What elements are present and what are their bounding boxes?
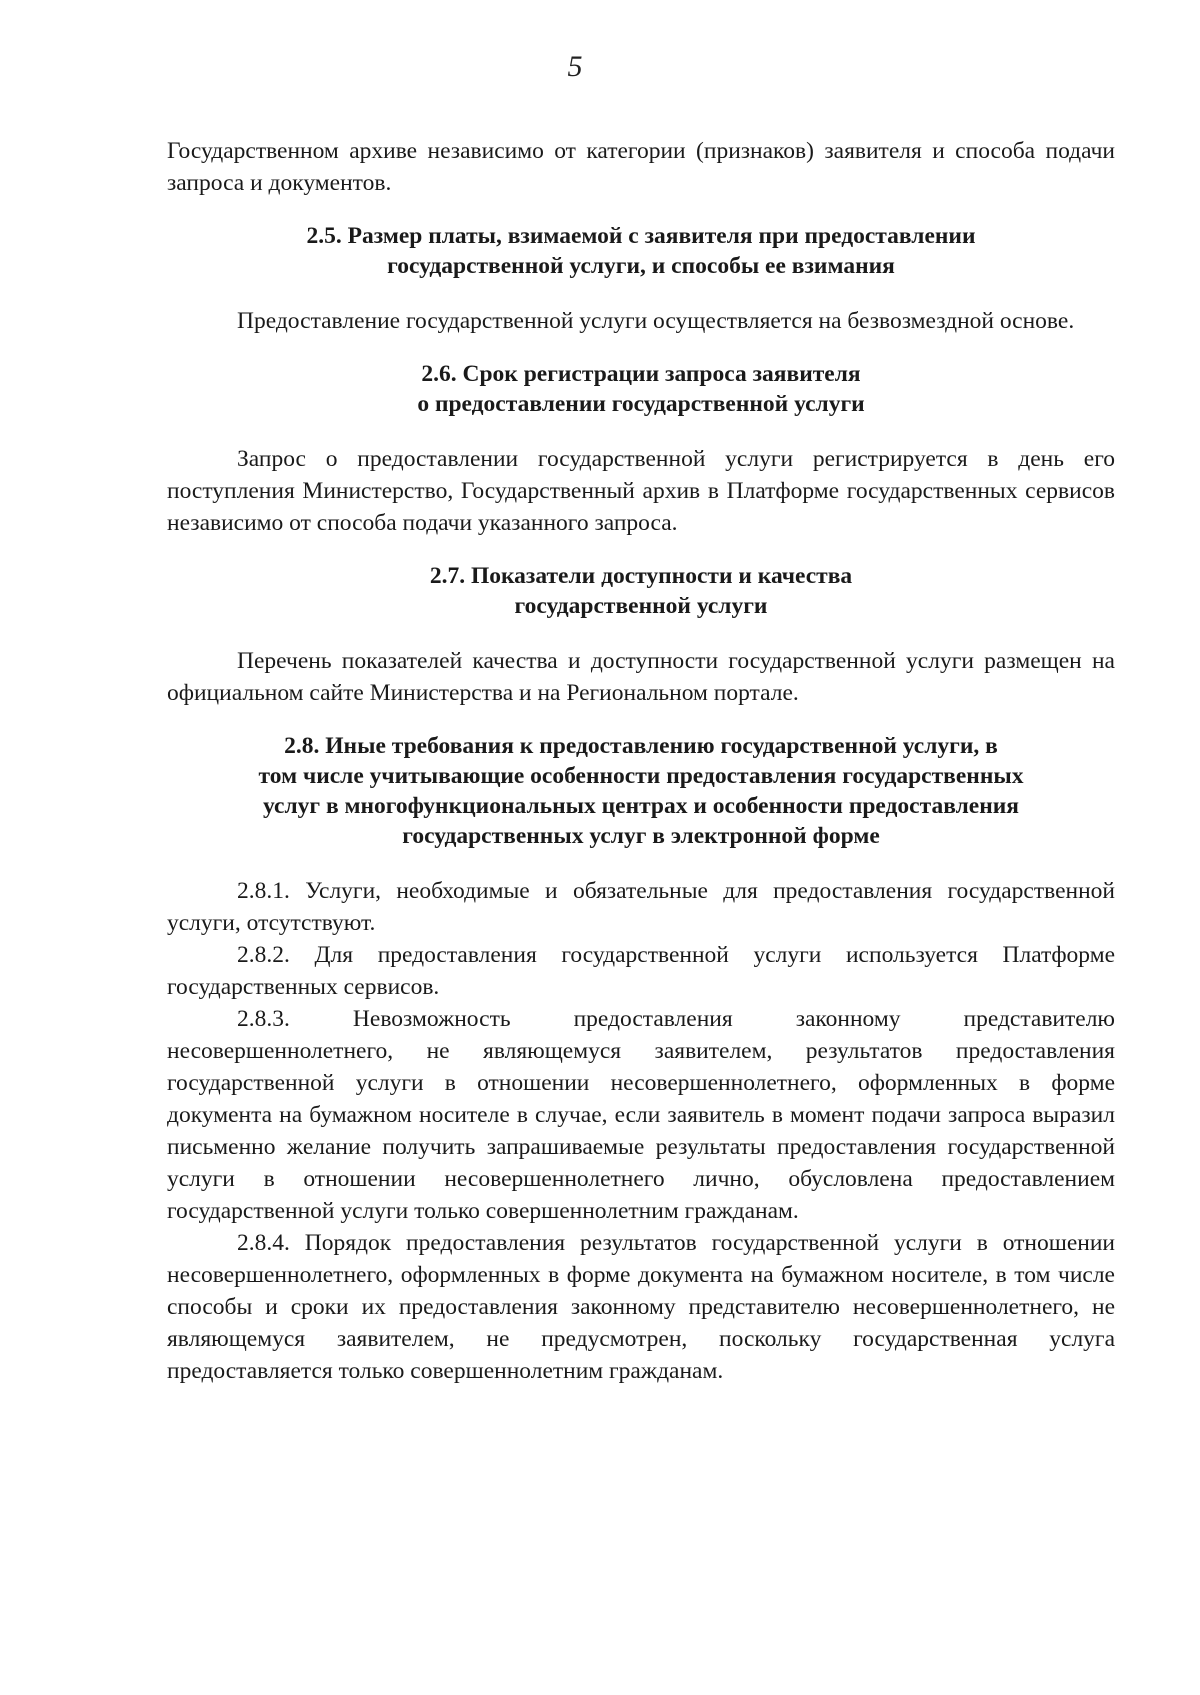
paragraph-2-8-4: 2.8.4. Порядок предоставления результатов государственной услуги в отношении несовершеннолетнего, оформленных в форме документа на бумажном носителе, в том числе способы и сроки их предоставления законному представителю несовершеннолетнего, не являющемуся заявителем, не предусмотрен, поскольку государственная услуга предоставляется только совершеннолетним гражданам. — [167, 1230, 1115, 1384]
paragraph: Предоставление государственной услуги осуществляется на безвозмездной основе. — [237, 308, 1075, 334]
section-heading-2-7 — [167, 561, 1115, 621]
heading-line: 2.6. Срок регистрации запроса заявителя — [421, 361, 861, 387]
heading-line: государственной услуги — [514, 593, 768, 619]
page-number: 5 — [567, 50, 583, 83]
section-heading-2-5 — [167, 221, 1115, 281]
heading-line: о предоставлении государственной услуги — [417, 391, 865, 417]
paragraph-2-8-1: 2.8.1. Услуги, необходимые и обязательные для предоставления государственной услуги, отсутствуют. — [167, 878, 1115, 936]
heading-line: том числе учитывающие особенности предоставления государственных — [258, 763, 1024, 789]
paragraph-2-8-3: 2.8.3. Невозможность предоставления законному представителю несовершеннолетнего, не являющемуся заявителем, результатов предоставления государственной услуги в отношении несовершеннолетнего, оформленных в форме документа на бумажном носителе в случае, если заявитель в момент подачи запроса выразил письменно желание получить запрашиваемые результаты предоставления государственной услуги в отношении несовершеннолетнего лично, обусловлена предоставлением государственной услуги только совершеннолетним гражданам. — [167, 1006, 1115, 1224]
intro-paragraph: Государственном архиве независимо от категории (признаков) заявителя и способа подачи запроса и документов. — [167, 138, 1115, 196]
heading-line: государственных услуг в электронной форме — [402, 823, 880, 849]
paragraph: Перечень показателей качества и доступности государственной услуги размещен на официальном сайте Министерства и на Региональном портале. — [167, 648, 1115, 706]
section-heading-2-6 — [167, 359, 1115, 419]
paragraph-2-8-2: 2.8.2. Для предоставления государственной услуги используется Платформе государственных сервисов. — [167, 942, 1115, 1000]
heading-line: 2.8. Иные требования к предоставлению государственной услуги, в — [284, 733, 998, 759]
heading-line: услуг в многофункциональных центрах и особенности предоставления — [263, 793, 1019, 819]
heading-line: 2.7. Показатели доступности и качества — [429, 563, 853, 589]
document-body — [167, 135, 1115, 1387]
heading-line: государственной услуги, и способы ее взимания — [387, 253, 895, 279]
heading-line: 2.5. Размер платы, взимаемой с заявителя при предоставлении — [306, 223, 976, 249]
section-heading-2-8 — [167, 731, 1115, 851]
paragraph: Запрос о предоставлении государственной услуги регистрируется в день его поступления Министерство, Государственный архив в Платформе государственных сервисов независимо от способа подачи указанного запроса. — [167, 446, 1115, 536]
